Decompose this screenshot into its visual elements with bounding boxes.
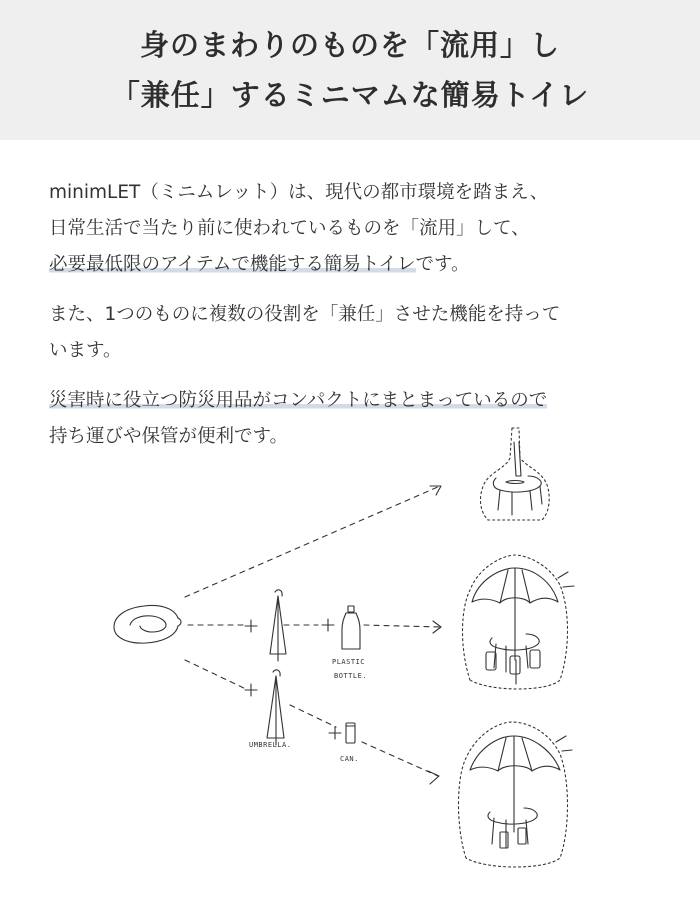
arrow-low-2 — [290, 705, 336, 727]
arrow-heads — [428, 486, 441, 784]
intro-highlight: 必要最低限のアイテムで機能する簡易トイレ — [49, 254, 416, 275]
intro-line3-rest: です。 — [415, 254, 470, 275]
umbrella-closed-icon-2 — [267, 670, 284, 745]
arrows-group — [185, 486, 440, 776]
arrow-low-3 — [362, 742, 438, 776]
plastic-bottle-icon — [342, 606, 360, 649]
header-title-line2: 「兼任」するミニマムな簡易トイレ — [110, 78, 590, 112]
intro-line2: 日常生活で当たり前に使われているものを「流用」して、 — [49, 218, 530, 239]
para2-line2: います。 — [49, 340, 122, 361]
arrow-low-1 — [185, 660, 248, 690]
assembled-umbrella-bottle-icon — [463, 555, 575, 689]
para3-highlight: 災害時に役立つ防災用品がコンパクトにまとまっているので — [49, 390, 548, 411]
intro-paragraph — [49, 175, 669, 283]
umbrella-closed-icon — [270, 590, 286, 661]
intro-line3 — [49, 247, 669, 283]
assembly-diagram — [0, 420, 700, 890]
assembly-illustration — [0, 420, 700, 890]
header-title-line1: 身のまわりのものを「流用」し — [139, 28, 560, 62]
arrow-mid-3 — [364, 625, 440, 627]
assembled-basic-icon — [481, 428, 550, 520]
arrow-top — [185, 486, 440, 597]
assembled-umbrella-can-icon — [459, 722, 573, 867]
intro-line1: minimLET（ミニムレット）は、現代の都市環境を踏まえ、 — [49, 182, 549, 203]
multi-role-paragraph — [49, 297, 669, 369]
seat-ring-icon — [114, 606, 181, 644]
can-icon — [346, 723, 355, 743]
para3-line1 — [49, 383, 669, 419]
label-umbrella: UMBRELLA. — [249, 741, 292, 749]
header-banner — [0, 0, 700, 140]
label-plastic: PLASTIC — [332, 658, 366, 666]
label-can: CAN. — [340, 755, 359, 763]
para2-line1: また、1つのものに複数の役割を「兼任」させた機能を持って — [49, 304, 561, 325]
label-bottle: BOTTLE. — [334, 672, 368, 680]
para3-line2: 持ち運びや保管が便利です。 — [49, 426, 289, 447]
plus-signs — [245, 619, 341, 739]
